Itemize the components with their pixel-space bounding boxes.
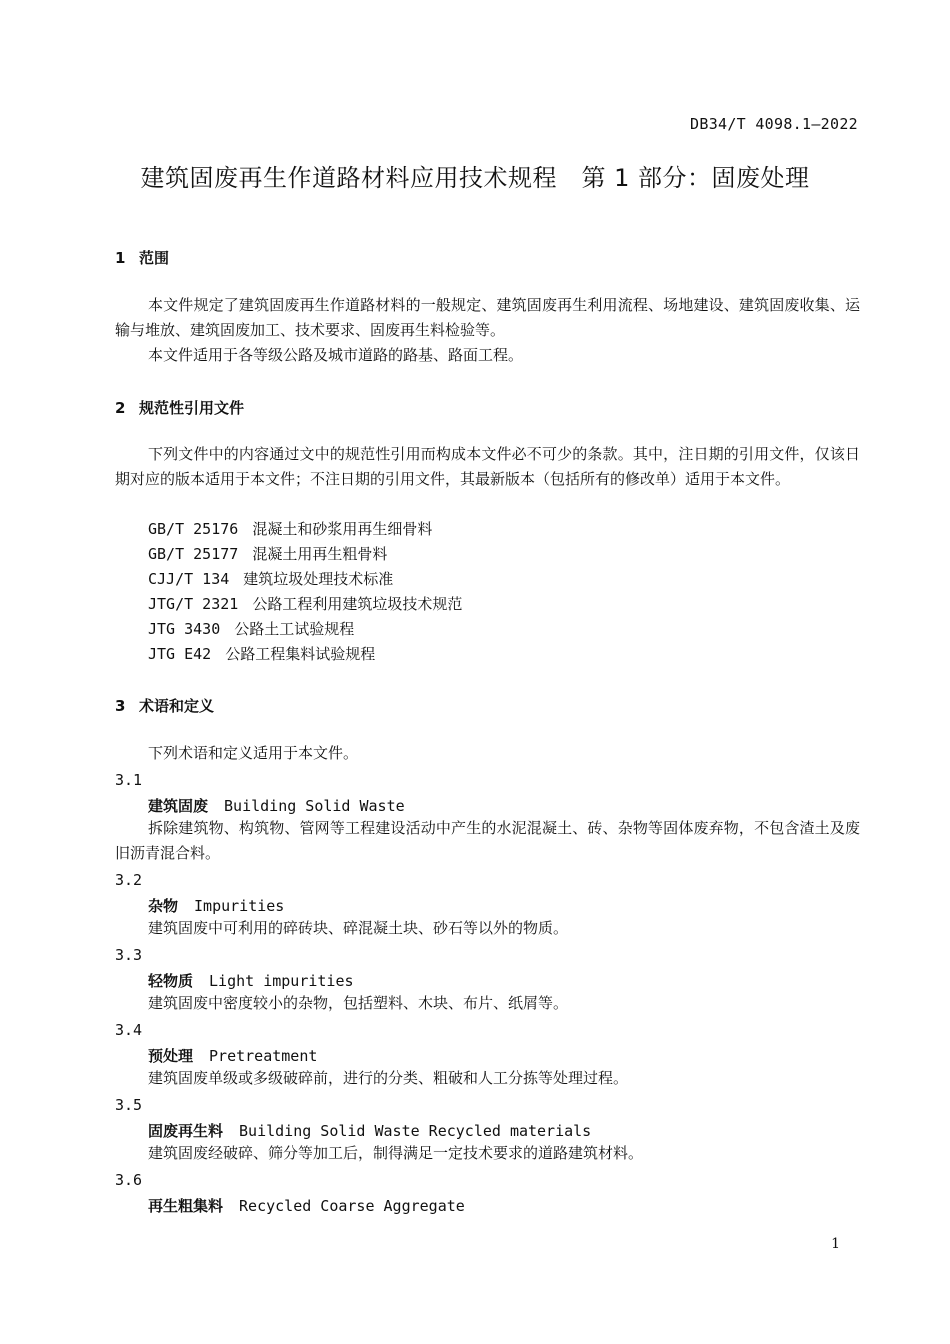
term-zh: 预处理 — [148, 1047, 194, 1065]
term-definition: 拆除建筑物、构筑物、管网等工程建设活动中产生的水泥混凝土、砖、杂物等固体废弃物，不包含渣土及废旧沥青混合料。 — [115, 819, 860, 862]
reference-name: 混凝土和砂浆用再生细骨料 — [252, 520, 433, 538]
reference-code: GB/T 25177 — [148, 545, 239, 563]
reference-name: 公路土工试验规程 — [234, 620, 355, 638]
term-definition: 建筑固废单级或多级破碎前，进行的分类、粗破和人工分拣等处理过程。 — [148, 1069, 629, 1087]
term-zh: 建筑固废 — [148, 797, 209, 815]
reference-item — [148, 642, 375, 667]
document-title: 建筑固废再生作道路材料应用技术规程 第 1 部分：固废处理 — [140, 164, 810, 192]
term-en: Light impurities — [209, 972, 354, 990]
paragraph: 下列文件中的内容通过文中的规范性引用而构成本文件必不可少的条款。其中，注日期的引用文件，仅该日期对应的版本适用于本文件；不注日期的引用文件，其最新版本（包括所有的修改单）适用于本文件。 — [115, 445, 860, 488]
section-heading-terms-and-definitions — [115, 695, 214, 716]
term-number: 3.6 — [115, 1171, 143, 1189]
reference-item — [148, 592, 462, 617]
section-number: 3 — [115, 697, 126, 715]
term-number: 3.5 — [115, 1096, 143, 1114]
page-number: 1 — [831, 1236, 840, 1252]
term-en: Pretreatment — [209, 1047, 318, 1065]
section-number: 1 — [115, 249, 126, 267]
reference-code: CJJ/T 134 — [148, 570, 230, 588]
reference-name: 公路工程利用建筑垃圾技术规范 — [252, 595, 463, 613]
standard-number: DB34/T 4098.1—2022 — [690, 115, 858, 133]
reference-code: JTG E42 — [148, 645, 212, 663]
paragraph: 本文件规定了建筑固废再生作道路材料的一般规定、建筑固废再生利用流程、场地建设、建筑固废收集、运输与堆放、建筑固废加工、技术要求、固废再生料检验等。 — [115, 296, 860, 339]
term-number: 3.3 — [115, 946, 143, 964]
section-title: 规范性引用文件 — [139, 399, 245, 417]
term-zh: 杂物 — [148, 897, 179, 915]
term-definition: 建筑固废中密度较小的杂物，包括塑料、木块、布片、纸屑等。 — [148, 994, 569, 1012]
section-number: 2 — [115, 399, 126, 417]
reference-code: JTG/T 2321 — [148, 595, 239, 613]
term-en: Recycled Coarse Aggregate — [239, 1197, 465, 1215]
reference-name: 公路工程集料试验规程 — [225, 645, 376, 663]
section-title: 范围 — [139, 249, 170, 267]
reference-item — [148, 542, 387, 567]
section-heading-normative-references — [115, 397, 244, 418]
term-heading — [148, 895, 284, 916]
reference-name: 建筑垃圾处理技术标准 — [243, 570, 394, 588]
reference-item — [148, 617, 354, 642]
term-heading — [148, 795, 405, 816]
reference-item — [148, 567, 393, 592]
terms-intro: 下列术语和定义适用于本文件。 — [148, 744, 359, 762]
term-heading — [148, 1120, 591, 1141]
term-heading — [148, 1195, 465, 1216]
term-definition: 建筑固废中可利用的碎砖块、碎混凝土块、砂石等以外的物质。 — [148, 919, 569, 937]
term-heading — [148, 1045, 317, 1066]
section-title: 术语和定义 — [139, 697, 215, 715]
term-number: 3.1 — [115, 771, 143, 789]
term-number: 3.2 — [115, 871, 143, 889]
term-heading — [148, 970, 354, 991]
reference-name: 混凝土用再生粗骨料 — [252, 545, 388, 563]
reference-item — [148, 517, 432, 542]
term-number: 3.4 — [115, 1021, 143, 1039]
term-zh: 轻物质 — [148, 972, 194, 990]
term-definition: 建筑固废经破碎、筛分等加工后，制得满足一定技术要求的道路建筑材料。 — [148, 1144, 644, 1162]
term-zh: 再生粗集料 — [148, 1197, 224, 1215]
term-zh: 固废再生料 — [148, 1122, 224, 1140]
paragraph: 本文件适用于各等级公路及城市道路的路基、路面工程。 — [148, 346, 524, 364]
term-en: Building Solid Waste — [224, 797, 405, 815]
reference-code: JTG 3430 — [148, 620, 221, 638]
term-en: Building Solid Waste Recycled materials — [239, 1122, 592, 1140]
section-heading-scope — [115, 247, 169, 268]
reference-code: GB/T 25176 — [148, 520, 239, 538]
term-en: Impurities — [194, 897, 285, 915]
